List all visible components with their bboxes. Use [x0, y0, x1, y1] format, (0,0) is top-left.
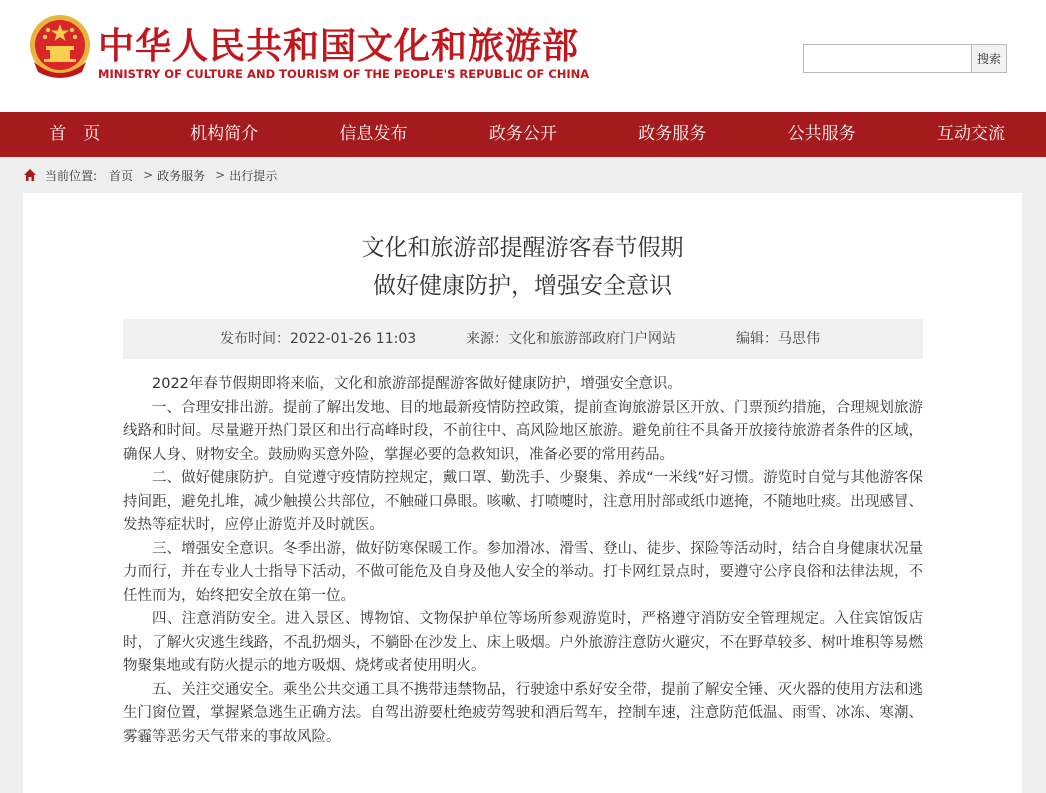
site-header	[0, 0, 1046, 112]
search-button[interactable]: 搜索	[971, 44, 1007, 73]
article-title	[23, 229, 1022, 305]
breadcrumb-travel-tips[interactable]: 出行提示	[229, 168, 278, 183]
nav-item-interaction[interactable]: 互动交流	[937, 124, 1006, 144]
breadcrumb	[0, 157, 1046, 193]
main-nav	[0, 112, 1046, 157]
publish-time: 发布时间：2022-01-26 11:03	[220, 331, 417, 347]
breadcrumb-separator: >	[215, 168, 226, 182]
site-title-en: MINISTRY OF CULTURE AND TOURISM OF THE PEOPLE'S REPUBLIC OF CHINA	[98, 67, 590, 81]
breadcrumb-home[interactable]: 首页	[109, 168, 134, 183]
national-emblem-icon[interactable]	[28, 14, 92, 80]
breadcrumb-separator: >	[143, 168, 154, 182]
article-title-line1: 文化和旅游部提醒游客春节假期	[361, 235, 684, 261]
article-paragraph: 2022年春节假期即将来临，文化和旅游部提醒游客做好健康防护，增强安全意识。	[152, 376, 682, 392]
breadcrumb-government-services[interactable]: 政务服务	[157, 168, 206, 183]
article-paragraph: 一、合理安排出游。提前了解出发地、目的地最新疫情防控政策，提前查询旅游景区开放、门票预约措施，合理规划旅游线路和时间。尽量避开热门景区和出行高峰时段，不前往中、高风险地区旅游。避免前往不具备开放接待旅游者条件的区域，确保人身、财物安全。鼓励购买意外险，掌握必要的急救知识，准备必要的常用药品。	[123, 399, 923, 463]
article-source: 来源：文化和旅游部政府门户网站	[466, 331, 676, 347]
nav-item-home[interactable]: 首 页	[49, 124, 101, 144]
site-title-cn[interactable]: 中华人民共和国文化和旅游部	[98, 26, 580, 67]
article-body	[123, 373, 923, 749]
breadcrumb-prefix: 当前位置:	[45, 168, 98, 183]
article-paragraph: 五、关注交通安全。乘坐公共交通工具不携带违禁物品，行驶途中系好安全带，提前了解安全锤、灭火器的使用方法和逃生门窗位置，掌握紧急逃生正确方法。自驾出游要杜绝疲劳驾驶和酒后驾车，控制车速，注意防范低温、雨雪、冰冻、寒潮、雾霾等恶劣天气带来的事故风险。	[123, 681, 923, 745]
article-paragraph: 三、增强安全意识。冬季出游，做好防寒保暖工作。参加滑冰、滑雪、登山、徒步、探险等活动时，结合自身健康状况量力而行，并在专业人士指导下活动，不做可能危及自身及他人安全的举动。打卡网红景点时，要遵守公序良俗和法律法规，不任性而为，始终把安全放在第一位。	[123, 540, 923, 604]
article-title-line2: 做好健康防护，增强安全意识	[373, 273, 672, 299]
nav-item-government-affairs[interactable]: 政务公开	[488, 124, 557, 144]
nav-item-government-services[interactable]: 政务服务	[638, 124, 707, 144]
nav-item-public-services[interactable]: 公共服务	[787, 124, 856, 144]
article-editor: 编辑：马思伟	[736, 331, 820, 347]
search-input[interactable]	[803, 44, 973, 73]
article-container	[23, 193, 1022, 793]
nav-item-about[interactable]: 机构简介	[190, 124, 259, 144]
article-paragraph: 二、做好健康防护。自觉遵守疫情防控规定，戴口罩、勤洗手、少聚集、养成“一米线”好习惯。游览时自觉与其他游客保持间距，避免扎堆，减少触摸公共部位，不触碰口鼻眼。咳嗽、打喷嚏时，注意用肘部或纸巾遮掩，不随地吐痰。出现感冒、发热等症状时，应停止游览并及时就医。	[123, 470, 923, 533]
nav-item-news[interactable]: 信息发布	[339, 124, 408, 144]
home-icon	[23, 168, 37, 182]
article-paragraph: 四、注意消防安全。进入景区、博物馆、文物保护单位等场所参观游览时，严格遵守消防安全管理规定。入住宾馆饭店时，了解火灾逃生线路，不乱扔烟头，不躺卧在沙发上、床上吸烟。户外旅游注意防火避灾，不在野草较多、树叶堆积等易燃物聚集地或有防火提示的地方吸烟、烧烤或者使用明火。	[123, 611, 923, 674]
article-meta	[123, 319, 923, 359]
